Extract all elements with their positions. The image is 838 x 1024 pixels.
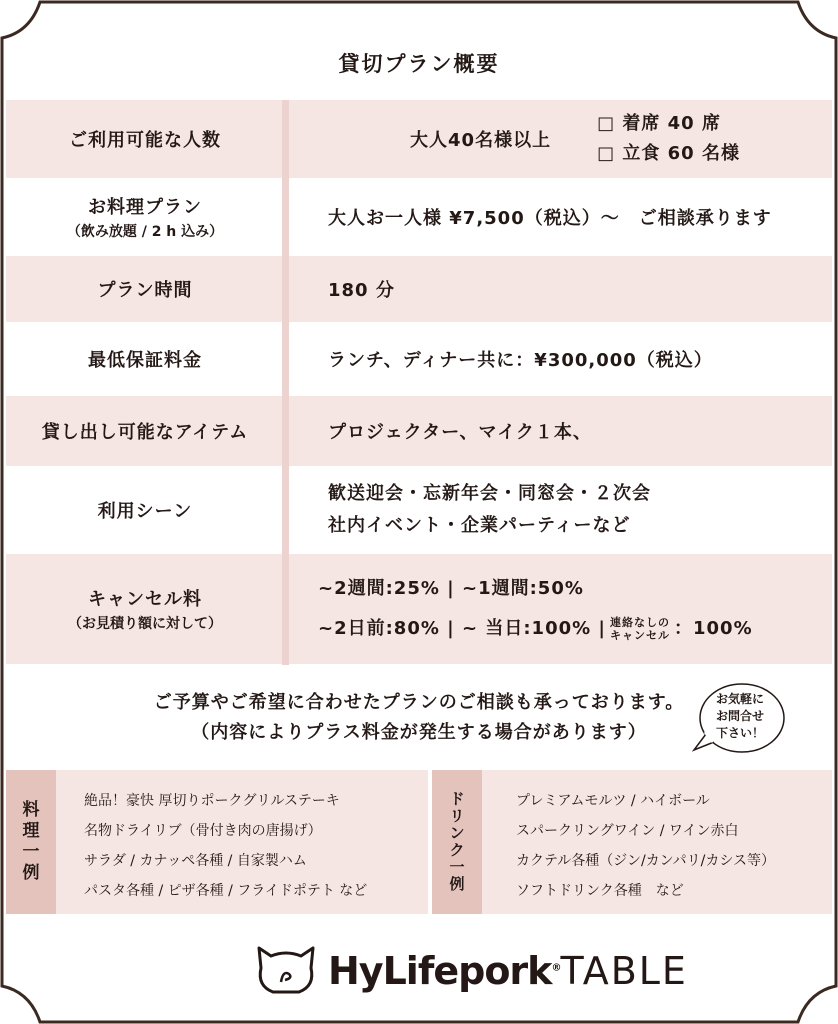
row-label: 利用シーン — [97, 501, 193, 522]
plan-time-value: 180 分 — [328, 280, 395, 301]
bubble-line: 下さい！ — [715, 726, 764, 740]
list-item: プレミアムモルツ / ハイボール — [516, 793, 710, 809]
row-sublabel: （飲み放題 / 2 h 込み） — [66, 224, 224, 240]
food-list — [84, 786, 367, 906]
tag-char: 例 — [22, 863, 40, 883]
list-item: カクテル各種（ジン/カンパリ/カシス等） — [516, 853, 775, 869]
bubble-text — [692, 691, 788, 742]
cancel-label: キャンセル — [610, 629, 670, 642]
column-divider — [282, 100, 289, 665]
row-label: キャンセル料 — [88, 589, 202, 610]
note-line: ご予算やご希望に合わせたプランのご相談も承っております。 — [153, 692, 685, 713]
row-label: ご利用可能な人数 — [69, 130, 221, 151]
tag-char: リ — [449, 807, 465, 825]
tag-char: 理 — [22, 821, 40, 841]
note-line: （内容によりプラス料金が発生する場合があります） — [191, 722, 647, 743]
cancel-line: ~2日前:80% | ~ 当日:100% | — [318, 618, 606, 639]
seated-option: □ 着席 40 席 — [597, 113, 721, 134]
row-sublabel: （お見積り額に対して） — [68, 616, 222, 632]
drink-list — [516, 786, 775, 906]
list-item: パスタ各種 / ピザ各種 / フライドポテト など — [84, 883, 368, 899]
brand-table: TABLE — [560, 949, 688, 993]
tag-char: 一 — [22, 842, 40, 862]
bubble-line: お問合せ — [715, 709, 764, 723]
food-plan-value: 大人お一人様 ¥7,500（税込）〜 ご相談承ります — [328, 208, 772, 229]
registered-mark: ® — [551, 962, 561, 974]
row-cancel-fee — [6, 554, 832, 664]
no-contact-label: 連絡なしの — [610, 616, 670, 629]
brand-logo — [328, 949, 688, 993]
bubble-line: お気軽に — [715, 692, 764, 706]
pig-logo-icon — [253, 942, 319, 998]
row-label: 貸し出し可能なアイテム — [41, 422, 249, 443]
list-item: スパークリングワイン / ワイン赤白 — [516, 823, 739, 839]
row-plan-time — [6, 256, 832, 322]
row-capacity — [6, 100, 832, 178]
row-rental-items — [6, 396, 832, 466]
tag-char: ド — [449, 790, 465, 808]
tag-char: ン — [449, 824, 465, 842]
rental-items-value: プロジェクター、マイク１本、 — [328, 422, 592, 443]
cancel-line: ~2週間:25% | ~1週間:50% — [318, 578, 584, 599]
no-contact-value: ：100% — [674, 618, 753, 639]
tag-char: 一 — [449, 858, 465, 876]
list-item: ソフトドリンク各種 など — [516, 883, 684, 899]
list-item: 絶品！豪快 厚切りポークグリルステーキ — [84, 793, 340, 809]
capacity-value: 大人40名様以上 — [410, 130, 552, 151]
minimum-charge-value: ランチ、ディナー共に：¥300,000（税込） — [328, 350, 713, 371]
row-label: プラン時間 — [97, 280, 193, 301]
usage-line: 歓送迎会・忘新年会・同窓会・２次会 — [328, 483, 651, 504]
usage-line: 社内イベント・企業パーティーなど — [328, 515, 631, 536]
row-label: 最低保証料金 — [88, 350, 202, 371]
list-item: 名物ドライリブ（骨付き肉の唐揚げ） — [84, 823, 322, 839]
tag-char: ク — [449, 841, 465, 859]
page-title: 貸切プラン概要 — [338, 52, 500, 76]
list-item: サラダ / カナッペ各種 / 自家製ハム — [84, 853, 307, 869]
row-usage-scenes — [6, 466, 832, 554]
row-food-plan — [6, 178, 832, 256]
tag-char: 料 — [22, 800, 40, 820]
standing-option: □ 立食 60 名様 — [597, 143, 740, 164]
drink-tag — [432, 770, 482, 914]
brand-name: HyLifepork — [328, 949, 552, 993]
tag-char: 例 — [449, 875, 465, 893]
row-label: お料理プラン — [88, 197, 202, 218]
food-tag — [6, 770, 56, 914]
row-minimum-charge — [6, 322, 832, 396]
